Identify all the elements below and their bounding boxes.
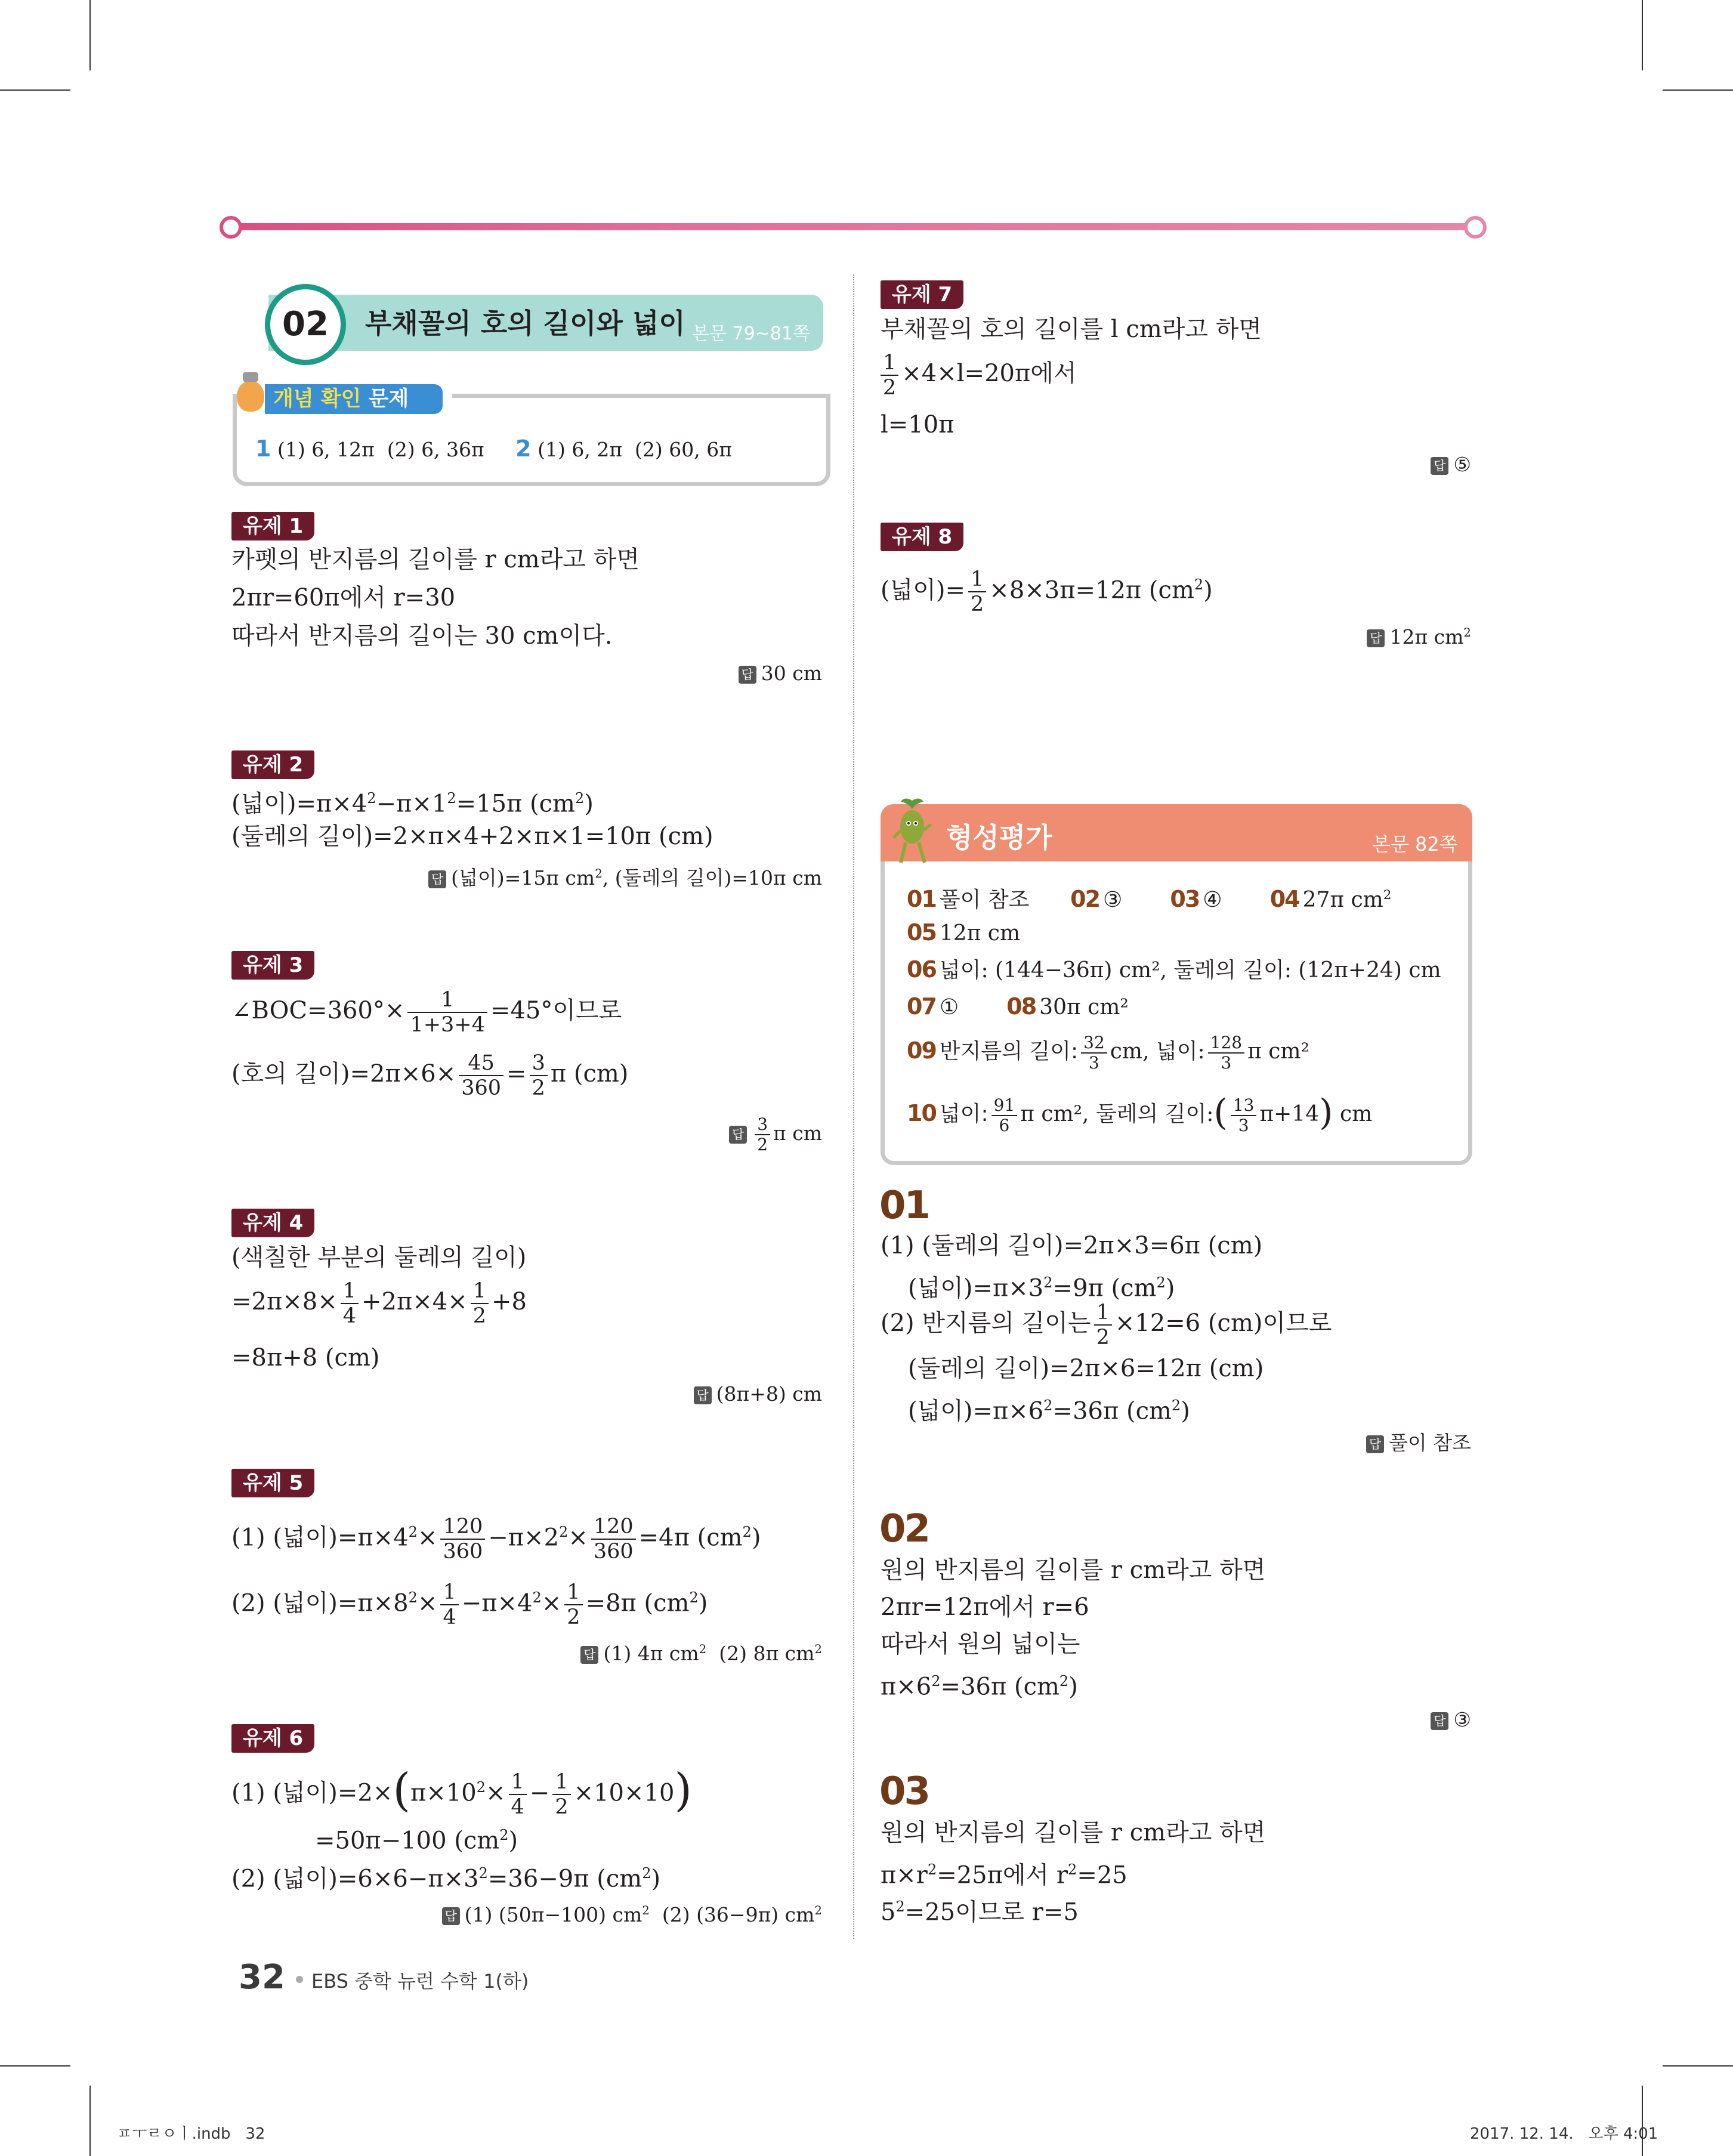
p6-n1: 1 — [509, 1770, 527, 1795]
eval-r6-d1: 6 — [999, 1116, 1010, 1135]
p2-line-2: (둘레의 길이)=2×π×4+2×π×1=10π (cm) — [231, 823, 713, 850]
p5-line-2: (2) (넓이)$=\pi\times 8^2\times$ $\frac{1}{4}$ $-\pi\times 4^2\times$ $\frac{1}{2}$ =8π $(cm^2)$ — [231, 1580, 708, 1630]
solution-03-number: 03 — [879, 1769, 929, 1814]
p6-l1b: π×10 — [410, 1779, 477, 1807]
p2-answer: 답 (넓이)=15π $cm^2$, (둘레의 길이)=10π cm — [428, 860, 822, 892]
eval-r5-n: 09 — [907, 1037, 936, 1064]
page-number: 32 — [239, 1958, 285, 1997]
p5-d2: 4 — [443, 1605, 456, 1630]
p3-answer-frac — [755, 1115, 770, 1154]
p4-frac-1 — [341, 1279, 359, 1328]
p3-n1: 1 — [407, 988, 487, 1013]
p4-d2: 2 — [472, 1304, 487, 1328]
tag-yuje-3: 유제 3 — [231, 951, 314, 980]
p3-l1a: ∠BOC=360°× — [231, 997, 405, 1024]
p3-frac-2 — [459, 1051, 503, 1100]
eval-r5-frac-2 — [1208, 1033, 1244, 1073]
problem-3 — [231, 983, 822, 1162]
s01-l5a: (넓이)=π×6 — [908, 1397, 1044, 1425]
tag-yuje-7: 유제 7 — [881, 280, 963, 309]
p4-n1: 1 — [341, 1279, 359, 1304]
p8-l1c: ) — [1203, 576, 1213, 604]
paren-close: ) — [1319, 1092, 1333, 1133]
s02-line-2: 2πr=12π에서 r=6 — [881, 1593, 1089, 1621]
p5-l1a: (1) (넓이)=π×4 — [231, 1524, 409, 1552]
p3-ans-d: 2 — [757, 1135, 768, 1154]
s02-line-1: 원의 반지름의 길이를 r cm라고 하면 — [881, 1556, 1266, 1584]
p4-answer-text: (8π+8) cm — [716, 1382, 822, 1406]
p3-answer — [729, 1110, 822, 1157]
crop-mark — [1663, 2065, 1733, 2067]
p3-d1: 1+3+4 — [410, 1013, 485, 1037]
p4-answer — [694, 1380, 822, 1408]
s01-line-2: (넓이)$=\pi\times 3^2=9\pi$ $(cm^2)$ — [908, 1274, 1175, 1302]
section-title: 부채꼴의 호의 길이와 넓이 — [365, 307, 685, 339]
p6-frac-1 — [509, 1770, 527, 1819]
solution-02 — [881, 1553, 1471, 1732]
eval-r2-t: 12π cm — [939, 921, 1021, 946]
p5-frac-3 — [564, 1580, 582, 1629]
p7-n1: 1 — [881, 351, 898, 376]
eval-r5-n1: 32 — [1081, 1033, 1107, 1054]
p4-d1: 4 — [342, 1304, 357, 1328]
eval-r4-t2: 30π cm² — [1039, 995, 1129, 1020]
p3-d2: 360 — [461, 1076, 502, 1100]
p5-l2f: ) — [698, 1589, 708, 1617]
p6-answer: 답 (1) (50π−100) $cm^2$ (2) (36−9π) $cm^2$ — [442, 1897, 822, 1929]
s01-l2a: (넓이)=π×3 — [908, 1274, 1044, 1302]
p5-l2c: −π×4 — [461, 1589, 533, 1617]
p4-n2: 1 — [471, 1279, 489, 1304]
s03-l3a: 5 — [881, 1898, 896, 1926]
p3-d3: 2 — [532, 1076, 545, 1100]
p5-answer-a: (1) 4π cm — [603, 1642, 699, 1665]
section-header — [233, 295, 823, 351]
p5-d1: 360 — [443, 1540, 483, 1564]
p3-l2b: = — [506, 1060, 527, 1088]
rule-dot-left — [220, 216, 242, 239]
p6-d1: 4 — [511, 1795, 524, 1820]
p8-l1b: ×8×3π=12π (cm — [989, 576, 1194, 604]
crop-mark — [0, 2065, 70, 2067]
tag-yuje-8: 유제 8 — [881, 523, 963, 551]
p3-frac-1 — [407, 988, 487, 1037]
p3-ans-n: 3 — [755, 1115, 770, 1135]
p5-n1b: 120 — [591, 1515, 636, 1540]
mascot-icon — [892, 796, 932, 867]
eval-r5-a: 반지름의 길이: — [939, 1039, 1079, 1064]
s01-answer-text: 풀이 참조 — [1388, 1431, 1471, 1454]
p8-frac-1 — [968, 567, 986, 616]
paren-close: ) — [674, 1763, 693, 1817]
answer-mark-icon: 답 — [1367, 629, 1385, 647]
eval-r1-n2: 02 — [1070, 886, 1100, 912]
s03-line-3: $5^2=25$이므로 r=5 — [881, 1898, 1079, 1926]
p3-l1b: =45°이므로 — [490, 997, 622, 1024]
eval-r5-frac-1 — [1081, 1033, 1107, 1073]
p5-frac-1 — [440, 1515, 485, 1564]
eval-r6-frac-1 — [991, 1096, 1018, 1135]
concept-a1-2: (2) 6, 36π — [387, 438, 484, 461]
p5-l1e: =4π (cm — [638, 1524, 743, 1552]
p7-frac-1 — [881, 351, 898, 400]
eval-r4-n2: 08 — [1006, 993, 1036, 1020]
eval-r5-d2: 3 — [1221, 1053, 1232, 1073]
s02-answer-text: ③ — [1453, 1708, 1471, 1731]
p6-n2: 1 — [552, 1770, 570, 1795]
solution-01-number: 01 — [879, 1184, 929, 1228]
p6-answer-b: (2) (36−9π) cm — [662, 1903, 815, 1926]
p3-n2: 45 — [459, 1051, 503, 1076]
p7-l2: ×4×l=20π에서 — [901, 360, 1077, 387]
concept-label-a: 개념 확인 — [273, 387, 362, 411]
s03-l2c: =25 — [1077, 1861, 1127, 1889]
tag-yuje-6: 유제 6 — [231, 1724, 314, 1753]
lightbulb-icon — [237, 381, 264, 412]
s02-answer — [1431, 1706, 1471, 1734]
s02-l4a: π×6 — [881, 1673, 932, 1701]
eval-r2-n: 05 — [907, 919, 936, 946]
crop-mark — [89, 0, 91, 70]
p1-answer-text: 30 cm — [761, 662, 822, 685]
s01-line-1: (1) (둘레의 길이)=2π×3=6π (cm) — [881, 1232, 1263, 1259]
s01-l2b: =9π (cm — [1052, 1274, 1157, 1302]
mascot-svg — [892, 796, 932, 867]
p3-l2a: (호의 길이)=2π×6× — [231, 1060, 456, 1088]
p5-line-1: (1) (넓이)$=\pi\times 4^2\times$ $\frac{120}{360}$ $-\pi\times 2^2\times$ $\frac{120}{360}$ =4π $(cm^2)$ — [231, 1515, 761, 1564]
eval-r6-frac-2 — [1231, 1096, 1257, 1135]
eval-row-6 — [907, 1086, 1372, 1141]
s01-line-5: (넓이)$=\pi\times 6^2=36\pi$ $(cm^2)$ — [908, 1397, 1190, 1425]
p3-n3: 3 — [530, 1051, 548, 1076]
concept-answers — [255, 435, 732, 463]
eval-r6-c: π+14 — [1259, 1102, 1320, 1126]
p3-line-2 — [231, 1046, 628, 1101]
p2-l1d: ) — [584, 790, 594, 818]
tag-yuje-1: 유제 1 — [231, 512, 314, 540]
p5-n3: 1 — [564, 1580, 582, 1605]
solution-01 — [881, 1229, 1471, 1468]
tag-yuje-2: 유제 2 — [231, 750, 314, 779]
s02-l4b: =36π (cm — [940, 1673, 1059, 1701]
column-divider — [853, 274, 854, 1939]
p6-line-3: (2) (넓이)$=6\times 6-\pi\times 3^2=36-9\pi$ $(cm^2)$ — [231, 1865, 661, 1893]
answer-mark-icon: 답 — [739, 666, 756, 684]
section-ref: 본문 79~81쪽 — [692, 323, 810, 344]
p8-l1a: (넓이)= — [881, 576, 966, 604]
section-number-badge: 02 — [265, 284, 346, 365]
p6-l1c: ×10×10 — [573, 1779, 675, 1807]
p5-l2d: × — [541, 1589, 562, 1617]
concept-a1-1: (1) 6, 12π — [277, 438, 375, 461]
s01-l3a: (2) 반지름의 길이는 — [881, 1309, 1091, 1337]
problem-2 — [231, 782, 822, 901]
p5-l1f: ) — [751, 1524, 761, 1552]
p1-answer — [739, 660, 822, 687]
eval-r1-n3: 03 — [1170, 886, 1200, 912]
s03-line-1: 원의 반지름의 길이를 r cm라고 하면 — [881, 1819, 1266, 1846]
s01-answer — [1366, 1429, 1471, 1457]
evaluation-ref: 본문 82쪽 — [1372, 833, 1458, 855]
p4-line-1: (색칠한 부분의 둘레의 길이) — [231, 1244, 527, 1271]
p6-l1a: (1) (넓이)=2× — [231, 1779, 393, 1807]
p5-n1: 120 — [440, 1515, 485, 1540]
answer-mark-icon: 답 — [442, 1907, 460, 1925]
eval-r6-n2: 13 — [1231, 1096, 1257, 1116]
s03-line-2: $\pi\times r^2=25\pi$에서 $r^2=25$ — [881, 1861, 1127, 1889]
p2-l1c: =15π (cm — [456, 790, 575, 818]
s02-line-3: 따라서 원의 넓이는 — [881, 1630, 1080, 1658]
print-timestamp: 2017. 12. 14. 오후 4:01 — [1470, 2125, 1658, 2143]
p2-l1a: (넓이)=π×4 — [231, 790, 367, 818]
p6-d2: 2 — [555, 1795, 569, 1820]
concept-a2-2: (2) 60, 6π — [635, 438, 732, 461]
p8-answer-text: 12π cm — [1389, 625, 1464, 648]
p7-line-3: l=10π — [881, 411, 954, 438]
p4-l2b: +2π×4× — [362, 1288, 468, 1315]
eval-row-5 — [907, 1024, 1309, 1079]
eval-r1-t2: ③ — [1103, 888, 1123, 912]
eval-r4-t1: ① — [939, 995, 959, 1020]
p2-l1b: −π×1 — [376, 790, 447, 818]
eval-row-1: 01 풀이 참조 02 ③ 03 ④ 04 27π $cm^2$ — [907, 886, 1392, 912]
eval-r3-t: 넓이: (144−36π) cm², 둘레의 길이: (12π+24) cm — [939, 958, 1441, 983]
problem-1 — [231, 543, 822, 698]
answer-mark-icon: 답 — [694, 1386, 712, 1404]
crop-mark — [0, 89, 70, 91]
p6-answer-a: (1) (50π−100) cm — [464, 1903, 642, 1926]
s03-l3b: =25이므로 r=5 — [904, 1898, 1079, 1926]
crop-mark — [1642, 0, 1643, 70]
p5-frac-2 — [440, 1580, 458, 1629]
eval-r3-n: 06 — [907, 956, 936, 983]
problem-7 — [881, 313, 1471, 486]
eval-r1-t1: 풀이 참조 — [939, 888, 1030, 912]
crop-mark — [1642, 2086, 1643, 2156]
p3-frac-3 — [530, 1051, 548, 1100]
eval-r6-n1: 91 — [991, 1096, 1018, 1116]
answer-mark-icon: 답 — [580, 1646, 598, 1664]
answer-mark-icon: 답 — [729, 1126, 747, 1144]
print-file: ㅍㅜㄹㅇㅣ.indb 32 — [117, 2125, 265, 2143]
p3-line-1 — [231, 983, 622, 1038]
p3-ans-c: π cm — [773, 1122, 822, 1145]
p7-line-2 — [881, 346, 1077, 401]
p6-line-2: =50π−100 $(cm^2)$ — [315, 1827, 518, 1855]
s01-line-3 — [881, 1296, 1332, 1351]
p5-l2e: =8π (cm — [585, 1589, 690, 1617]
p7-d1: 2 — [883, 376, 897, 400]
p6-frac-2 — [552, 1770, 570, 1819]
p5-l1c: −π×2 — [488, 1524, 560, 1552]
eval-r1-t4: 27π cm — [1302, 888, 1383, 912]
p1-line-3: 따라서 반지름의 길이는 30 cm이다. — [231, 622, 613, 650]
p6-l3b: =36−9π (cm — [487, 1865, 642, 1893]
top-rule — [225, 223, 1482, 230]
p4-l2c: +8 — [492, 1288, 527, 1315]
concept-label-b: 문제 — [368, 387, 409, 411]
eval-r6-n: 10 — [907, 1100, 936, 1126]
problem-6 — [231, 1759, 822, 1932]
solution-02-number: 02 — [879, 1507, 929, 1551]
s01-l5b: =36π (cm — [1052, 1397, 1172, 1425]
p5-n2: 1 — [440, 1580, 458, 1605]
answer-mark-icon: 답 — [1431, 1712, 1448, 1730]
eval-r6-b: π cm², 둘레의 길이: — [1020, 1102, 1214, 1126]
eval-r1-n1: 01 — [907, 886, 936, 912]
eval-r6-a: 넓이: — [939, 1102, 988, 1126]
crop-mark — [89, 2086, 91, 2156]
p5-answer-b: (2) 8π cm — [719, 1642, 815, 1665]
eval-r1-t3: ④ — [1203, 888, 1222, 912]
crop-mark — [1663, 89, 1733, 91]
p8-answer: 답 12π $cm^2$ — [1367, 619, 1471, 651]
concept-box-top-line — [452, 394, 826, 398]
eval-r1-n4: 04 — [1269, 886, 1299, 912]
answer-mark-icon: 답 — [428, 870, 446, 888]
problem-5 — [231, 1503, 822, 1670]
s03-l2b: =25π에서 r — [937, 1861, 1068, 1889]
eval-r5-n2: 128 — [1208, 1033, 1244, 1054]
evaluation-answers — [907, 881, 1456, 1155]
s02-line-4: $\pi\times 6^2=36\pi$ $(cm^2)$ — [881, 1673, 1078, 1701]
p8-line-1: (넓이)= $\frac{1}{2}$ ×8×3π=12π $(cm^2)$ — [881, 567, 1213, 617]
eval-r5-b: cm, 넓이: — [1110, 1039, 1205, 1064]
p7-line-1: 부채꼴의 호의 길이를 l cm라고 하면 — [881, 316, 1262, 343]
concept-q1: 1 — [255, 435, 271, 462]
paren-open: ( — [393, 1763, 411, 1817]
eval-r5-c: π cm² — [1247, 1039, 1309, 1064]
tag-yuje-5: 유제 5 — [231, 1469, 314, 1497]
s01-line-4: (둘레의 길이)=2π×6=12π (cm) — [908, 1355, 1264, 1382]
footer-dot — [296, 1976, 303, 1983]
eval-r4-n1: 07 — [907, 993, 936, 1020]
s01-d1: 2 — [1096, 1326, 1110, 1349]
concept-q2: 2 — [515, 435, 532, 462]
p2-answer-b: , (둘레의 길이)=10π cm — [602, 866, 822, 889]
eval-r6-e: cm — [1339, 1102, 1373, 1126]
book-title: EBS 중학 뉴런 수학 1(하) — [311, 1970, 529, 1993]
p2-line-1: (넓이)$=\pi\times 4^2-\pi\times 1^2=15\pi$ $(cm^2)$ — [231, 790, 594, 818]
eval-r5-d1: 3 — [1089, 1053, 1099, 1073]
eval-row-3 — [907, 955, 1441, 986]
p1-line-1: 카펫의 반지름의 길이를 r cm라고 하면 — [231, 546, 640, 573]
p8-n1: 1 — [968, 567, 986, 592]
eval-row-4 — [907, 991, 1129, 1023]
answer-mark-icon: 답 — [1366, 1435, 1384, 1453]
p3-l2c: π (cm) — [550, 1060, 629, 1088]
p5-l2b: × — [417, 1589, 438, 1617]
p4-l2a: =2π×8× — [231, 1288, 338, 1315]
p5-l2a: (2) (넓이)=π×8 — [231, 1589, 409, 1617]
tag-yuje-4: 유제 4 — [231, 1209, 314, 1237]
concept-label — [265, 384, 443, 414]
answer-mark-icon: 답 — [1431, 457, 1448, 475]
p2-answer-a: (넓이)=15π cm — [451, 866, 595, 889]
p5-answer: 답 (1) 4π $cm^2$ (2) 8π $cm^2$ — [580, 1636, 822, 1667]
p6-line-1: (1) (넓이)$=2\times(\pi\times 10^2\times$ $\frac{1}{4}$ − $\frac{1}{2}$ ×10×10) — [231, 1763, 693, 1820]
concept-a2-1: (1) 6, 2π — [537, 438, 623, 461]
p4-frac-2 — [471, 1279, 489, 1328]
p4-line-2 — [231, 1274, 527, 1329]
p1-line-2: 2πr=60π에서 r=30 — [231, 584, 456, 611]
p7-answer-text: ⑤ — [1453, 453, 1471, 476]
eval-row-2 — [907, 918, 1020, 949]
s01-n1: 1 — [1094, 1301, 1112, 1326]
p5-d3: 2 — [567, 1605, 580, 1630]
lightbulb-cap — [243, 372, 258, 382]
eval-r6-d2: 3 — [1238, 1116, 1249, 1135]
paren-open: ( — [1213, 1092, 1228, 1133]
p5-l1b: × — [417, 1524, 438, 1552]
s01-frac-1 — [1094, 1301, 1112, 1349]
p6-l3a: (2) (넓이)=6×6−π×3 — [231, 1865, 479, 1893]
p6-l2: =50π−100 (cm — [315, 1827, 500, 1855]
p7-answer — [1431, 451, 1471, 478]
p4-line-3: =8π+8 (cm) — [231, 1344, 380, 1372]
evaluation-title: 형성평가 — [946, 821, 1052, 854]
p5-d1b: 360 — [593, 1540, 634, 1564]
problem-4 — [231, 1241, 822, 1420]
problem-8 — [881, 557, 1471, 659]
s01-l3b: ×12=6 (cm)이므로 — [1114, 1309, 1332, 1337]
rule-dot-right — [1464, 216, 1487, 239]
p5-l1d: × — [568, 1524, 588, 1552]
solution-03 — [881, 1816, 1471, 1935]
p8-d1: 2 — [971, 592, 984, 617]
s03-l2a: π×r — [881, 1861, 928, 1889]
p5-frac-1b — [591, 1515, 636, 1564]
